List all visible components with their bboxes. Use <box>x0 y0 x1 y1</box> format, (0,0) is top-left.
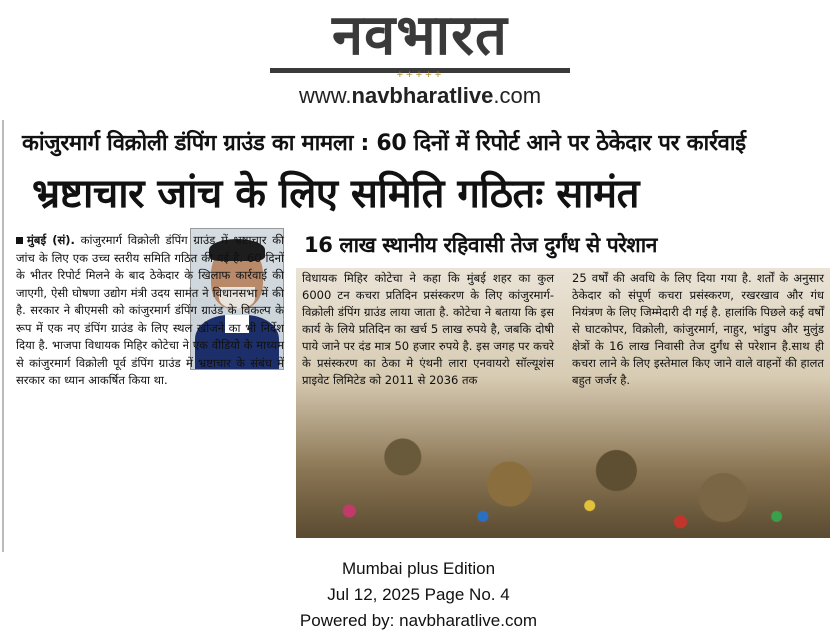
article-subhead: 16 लाख स्थानीय रहिवासी तेज दुर्गंध से परेशान <box>304 233 657 257</box>
article-dateline: मुंबई (सं). <box>27 233 75 247</box>
url-main: navbharatlive <box>351 83 494 108</box>
article-column-a: विधायक मिहिर कोटेचा ने कहा कि मुंबई शहर का कुल 6000 टन कचरा प्रतिदिन प्रसंस्करण के लिए कांजुरमार्ग-विक्रोली डंपिंग ग्राउंड लाया जाता है. कोटेचा ने बताया कि इस कार्य के लिये प्रतिदिन का खर्च 5 लाख रुपये है, जबकि दोषी पाये जाने पर दंड मात्र 50 हजार रुपये है. इस जगह पर कचरे के प्रसंस्करण का ठेका मे एंथनी लारा एनवायरो सॉल्यूशंस प्राइवेट लिमिटेड को 2011 से 2036 तक <box>302 271 554 387</box>
article-kicker: कांजुरमार्ग विक्रोली डंपिंग ग्राउंड का मामला : 60 दिनों में रिपोर्ट आने पर ठेकेदार पर कार्रवाई <box>22 131 746 156</box>
article-column-b: 25 वर्षों की अवधि के लिए दिया गया है. शर्तों के अनुसार ठेकेदार को संपूर्ण कचरा प्रसंस्करण, रखरखाव और गंध नियंत्रण के लिए जिम्मेदारी दी गई है. हालांकि पिछले कई वर्षों से घाटकोपर, विक्रोली, कांजुरमार्ग, नाहुर, भांडुप और मुलुंड क्षेत्रों के 16 लाख निवासी तेज दुर्गंध से परेशान है.साथ ही कचरा लाने के लिए इस्तेमाल किए जाने वाले वाहनों की हालत बहुत जर्जर है. <box>572 271 824 387</box>
logo-ornament: +++++ <box>396 70 444 80</box>
newspaper-logo: नवभारत <box>270 4 570 73</box>
bullet-square-icon <box>16 237 23 244</box>
masthead <box>0 0 837 118</box>
url-suffix: .com <box>493 83 542 108</box>
edition-label: Mumbai plus Edition <box>341 559 496 578</box>
url-prefix: www. <box>298 83 352 108</box>
article-left-body: कांजुरमार्ग विक्रोली डंपिंग ग्राउंड में भ्रष्टाचार की जांच के लिए एक उच्च स्तरीय समिति गठित की गई है. 60 दिनों के भीतर रिपोर्ट मिलने के बाद ठेकेदार के खिलाफ कार्रवाई की जाएगी, ऐसी घोषणा उद्योग मंत्री उदय सामंत ने विधानसभा में की है. सरकार ने बीएमसी को कांजुरमार्ग डंपिंग ग्राउंड के विकल्प के रूप में एक नए डंपिंग ग्राउंड के लिए स्थल खोजने का भी निर्देश दिया है. भाजपा विधायक मिहिर कोटेचा ने एक वीडियो के माध्यम से कांजुरमार्ग विक्रोली पूर्व डंपिंग ग्राउंड में भ्रष्टाचार के संबंध में सरकार का ध्यान आकर्षित किया था. <box>16 233 285 387</box>
article-left-column <box>16 232 284 548</box>
site-url[interactable] <box>275 82 565 110</box>
page-footer <box>0 556 837 641</box>
date-page-label: Jul 12, 2025 Page No. 4 <box>327 585 510 604</box>
powered-by-label: Powered by: navbharatlive.com <box>299 611 538 630</box>
article-right-text <box>302 270 824 420</box>
news-clipping <box>2 120 836 552</box>
dumping-ground-photo <box>296 268 830 538</box>
article-headline: भ्रष्टाचार जांच के लिए समिति गठितः सामंत <box>32 171 639 217</box>
